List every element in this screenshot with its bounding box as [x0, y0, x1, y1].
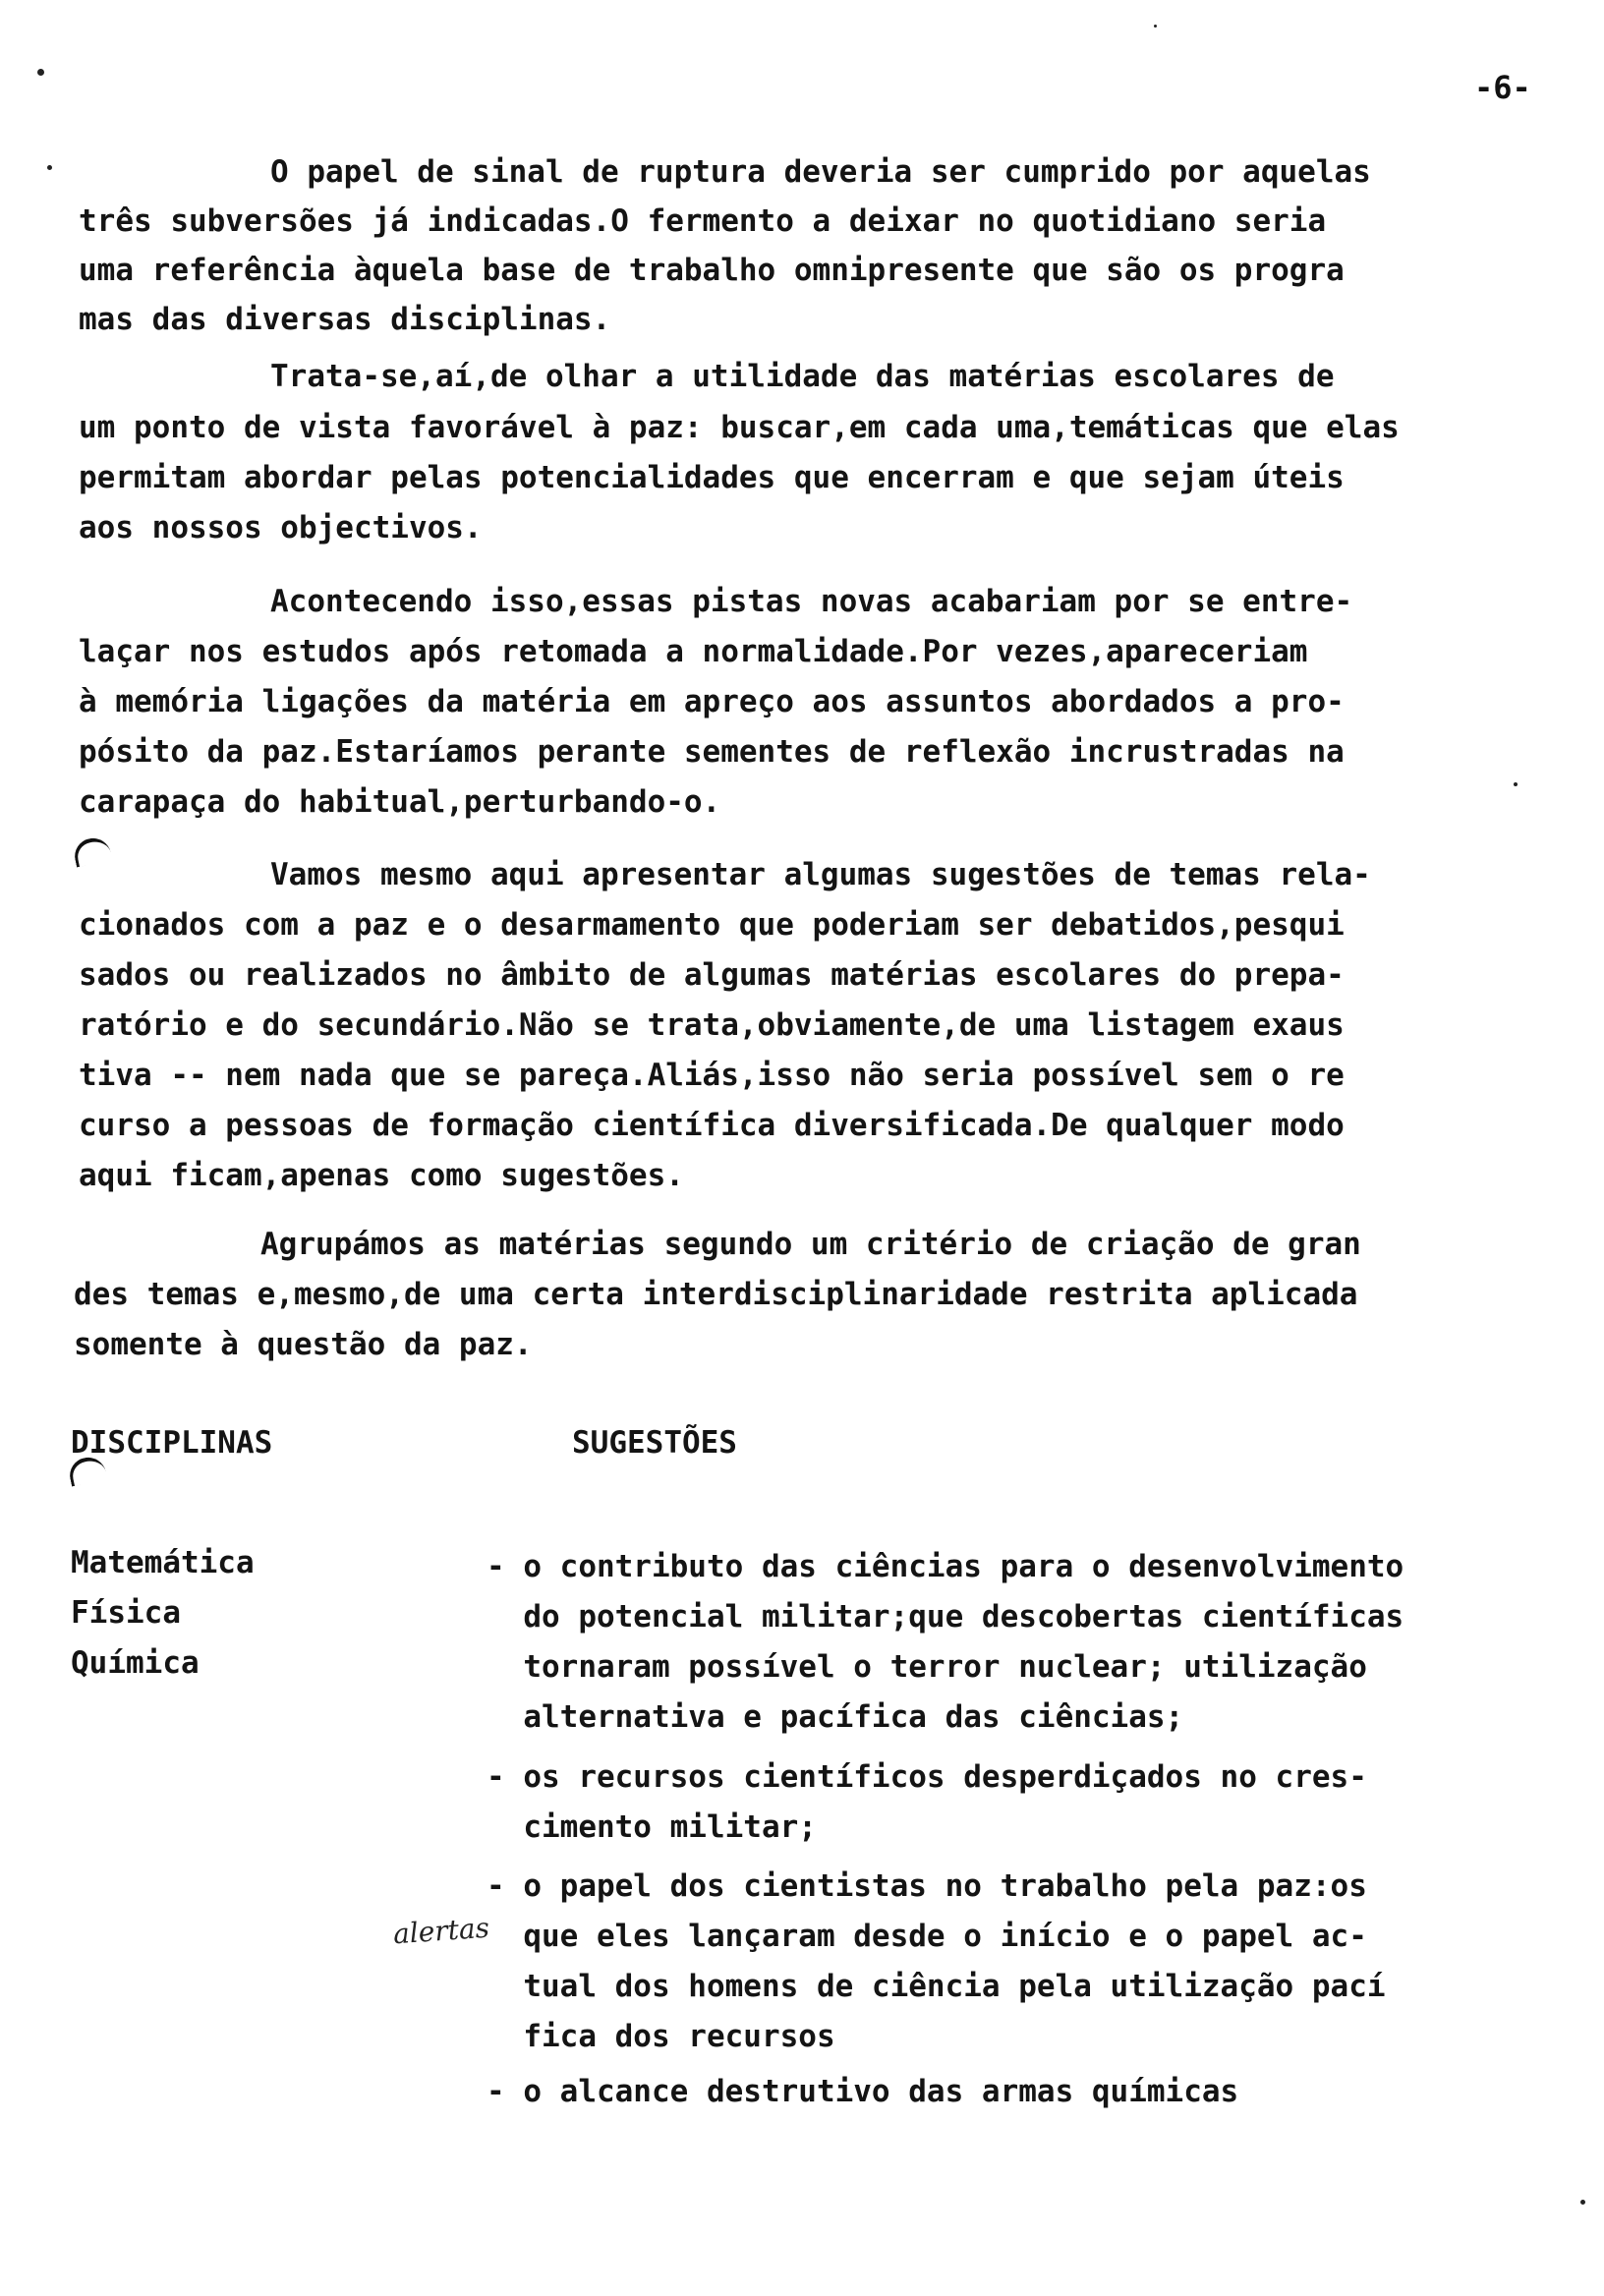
margin-mark	[72, 834, 113, 867]
scan-speck	[1154, 25, 1157, 28]
suggestion-line: fica dos recursos	[487, 2019, 835, 2054]
suggestion-line: - os recursos científicos desperdiçados no cres-	[487, 1759, 1367, 1795]
text-line: sados ou realizados no âmbito de algumas matérias escolares do prepa-	[79, 957, 1345, 993]
page-number: -6-	[1474, 69, 1531, 106]
text-line: ratório e do secundário.Não se trata,obviamente,de uma listagem exaus	[79, 1007, 1345, 1043]
suggestion-line: que eles lançaram desde o início e o papel ac-	[487, 1919, 1367, 1954]
text-line: Acontecendo isso,essas pistas novas acabariam por se entre-	[270, 584, 1353, 619]
text-line: curso a pessoas de formação científica diversificada.De qualquer modo	[79, 1108, 1345, 1143]
text-line: uma referência àquela base de trabalho omnipresente que são os progra	[79, 253, 1345, 288]
text-line: aqui ficam,apenas como sugestões.	[79, 1158, 684, 1193]
text-line: cionados com a paz e o desarmamento que poderiam ser debatidos,pesqui	[79, 907, 1345, 943]
scan-speck	[47, 165, 52, 170]
suggestion-line: - o papel dos cientistas no trabalho pela paz:os	[487, 1868, 1367, 1904]
text-line: Agrupámos as matérias segundo um critério de criação de gran	[260, 1227, 1361, 1262]
text-line: somente à questão da paz.	[74, 1327, 533, 1362]
text-line: carapaça do habitual,perturbando-o.	[79, 784, 721, 820]
discipline-item: Matemática	[71, 1545, 255, 1580]
text-line: tiva -- nem nada que se pareça.Aliás,isso não seria possível sem o re	[79, 1058, 1345, 1093]
text-line: aos nossos objectivos.	[79, 510, 483, 545]
suggestion-line: tual dos homens de ciência pela utilização pací	[487, 1969, 1386, 2004]
text-line: des temas e,mesmo,de uma certa interdisciplinaridade restrita aplicada	[74, 1277, 1358, 1312]
text-line: mas das diversas disciplinas.	[79, 302, 611, 337]
suggestion-line: cimento militar;	[487, 1809, 817, 1845]
suggestion-line: do potencial militar;que descobertas científicas	[487, 1599, 1404, 1635]
text-line: Vamos mesmo aqui apresentar algumas sugestões de temas rela-	[270, 857, 1371, 892]
scan-speck	[37, 69, 44, 76]
header-disciplinas: DISCIPLINAS	[71, 1425, 273, 1461]
suggestion-line: - o alcance destrutivo das armas químicas	[487, 2074, 1239, 2109]
text-line: O papel de sinal de ruptura deveria ser cumprido por aquelas	[270, 154, 1371, 190]
scan-speck	[1514, 782, 1518, 786]
handwritten-note: alertas	[391, 1911, 490, 1951]
suggestion-line: - o contributo das ciências para o desenvolvimento	[487, 1549, 1404, 1584]
text-line: à memória ligações da matéria em apreço aos assuntos abordados a pro-	[79, 684, 1345, 719]
suggestion-line: tornaram possível o terror nuclear; utilização	[487, 1649, 1367, 1685]
text-line: permitam abordar pelas potencialidades que encerram e que sejam úteis	[79, 460, 1345, 495]
header-sugestoes: SUGESTÕES	[572, 1425, 737, 1461]
suggestion-line: alternativa e pacífica das ciências;	[487, 1699, 1184, 1735]
text-line: três subversões já indicadas.O fermento a deixar no quotidiano seria	[79, 203, 1327, 239]
discipline-item: Física	[71, 1595, 181, 1631]
text-line: laçar nos estudos após retomada a normalidade.Por vezes,apareceriam	[79, 634, 1308, 669]
discipline-item: Química	[71, 1645, 200, 1681]
text-line: Trata-se,aí,de olhar a utilidade das matérias escolares de	[270, 359, 1335, 394]
text-line: pósito da paz.Estaríamos perante sementes de reflexão incrustradas na	[79, 734, 1345, 770]
scan-speck	[1580, 2200, 1585, 2205]
text-line: um ponto de vista favorável à paz: buscar,em cada uma,temáticas que elas	[79, 410, 1400, 445]
